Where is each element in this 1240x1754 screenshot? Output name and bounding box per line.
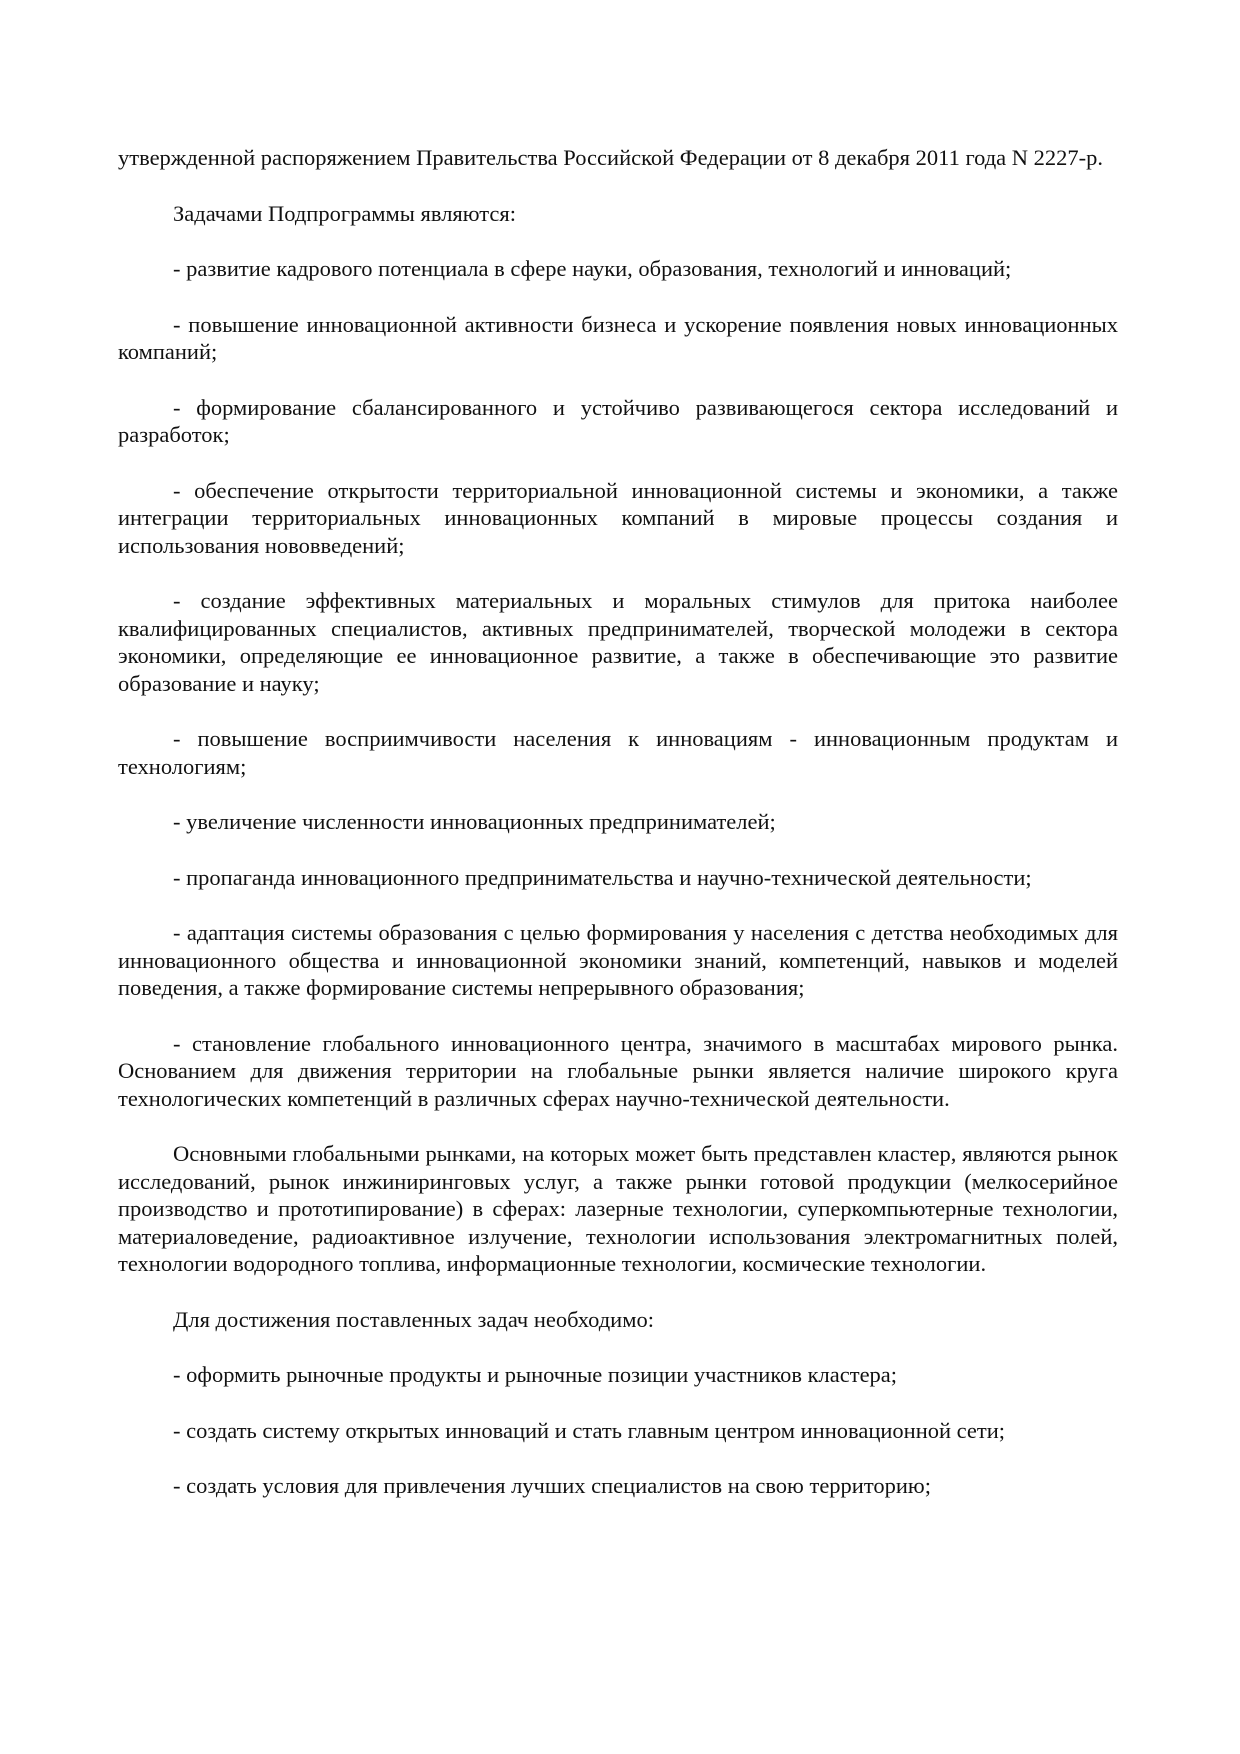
paragraph-continuation: утвержденной распоряжением Правительства Российской Федерации от 8 декабря 2011 года N 2227-р. [118, 145, 1104, 170]
paragraph-requirements-heading: Для достижения поставленных задач необходимо: [173, 1306, 654, 1332]
list-item: - адаптация системы образования с целью формирования у населения с детства необходимых для инновационного общества и инновационной экономики знаний, компетенций, навыков и моделей поведения, а также формирование системы непрерывного образования; [118, 920, 1118, 1000]
list-item: - повышение восприимчивости населения к инновациям - инновационным продуктам и технологиям; [118, 726, 1118, 779]
paragraph-global-markets: Основными глобальными рынками, на которых может быть представлен кластер, являются рынок исследований, рынок инжиниринговых услуг, а также рынки готовой продукции (мелкосерийное производство и прототипирование) в сферах: лазерные технологии, суперкомпьютерные технологии, материаловедение, радиоактивное излучение, технологии использования электромагнитных полей, технологии водородного топлива, информационные технологии, космические технологии. [118, 1141, 1118, 1276]
list-item: - создать условия для привлечения лучших специалистов на свою территорию; [173, 1473, 931, 1498]
list-item: - создание эффективных материальных и моральных стимулов для притока наиболее квалифицированных специалистов, активных предпринимателей, творческой молодежи в сектора экономики, определяющие ее инновационное развитие, а также в обеспечивающие это развитие образование и науку; [118, 588, 1118, 696]
list-item: - пропаганда инновационного предпринимательства и научно-технической деятельности; [173, 864, 1032, 890]
list-item: - становление глобального инновационного центра, значимого в масштабах мирового рынка. Основанием для движения территории на глобальные рынки является наличие широкого круга технологических компетенций в различных сферах научно-технической деятельности. [118, 1030, 1118, 1111]
list-item: - увеличение численности инновационных предпринимателей; [173, 809, 776, 834]
document-body [118, 144, 1118, 1528]
paragraph-tasks-heading: Задачами Подпрограммы являются: [173, 200, 516, 226]
list-item: - повышение инновационной активности бизнеса и ускорение появления новых инновационных компаний; [118, 311, 1118, 364]
list-item: - создать систему открытых инноваций и стать главным центром инновационной сети; [173, 1417, 1006, 1443]
list-item: - развитие кадрового потенциала в сфере науки, образования, технологий и инноваций; [173, 256, 1012, 281]
list-item: - формирование сбалансированного и устойчиво развивающегося сектора исследований и разработок; [118, 394, 1118, 447]
list-item: - оформить рыночные продукты и рыночные позиции участников кластера; [173, 1362, 898, 1387]
list-item: - обеспечение открытости территориальной инновационной системы и экономики, а также интеграции территориальных инновационных компаний в мировые процессы создания и использования нововведений; [118, 477, 1118, 558]
